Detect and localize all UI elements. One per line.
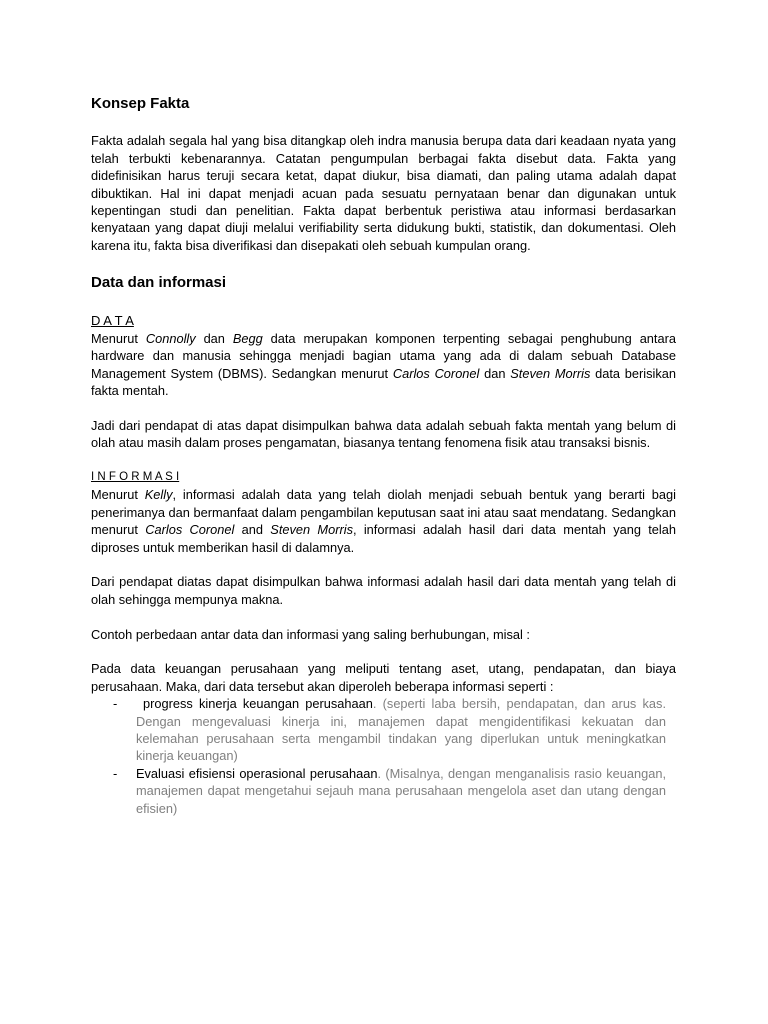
author-name: Kelly [144,487,173,503]
author-name: Steven Morris [270,522,353,538]
heading-data-dan-informasi: Data dan informasi [91,274,227,292]
author-name: Carlos Coronel [145,522,235,538]
list-item-detail: . (Misalnya, dengan menganalisis rasio keuangan, manajemen dapat mengetahui sejauh mana perusahaan mengelola aset dan utang dengan efisien) [136,765,667,816]
author-name: Connolly [145,330,196,346]
list-item [91,695,666,765]
paragraph-text: data merupakan komponen terpenting sebagai penghubung antara hardware dan manusia sehingga menjadi bagian utama yang ada di dalam sebuah Database Management System (DBMS). Sedangkan menurut [91,330,676,381]
subheading-informasi: I N F O R M A S I [91,470,180,483]
document-body [91,94,676,817]
author-name: Begg [232,330,263,346]
list-item [91,765,666,817]
subheading-data: D A T A [91,313,134,329]
paragraph-text: , informasi adalah hasil dari data mentah yang telah diproses untuk memberikan hasil di dalamnya. [91,522,676,555]
heading-konsep-fakta: Konsep Fakta [91,95,190,112]
paragraph-data-definition [91,330,676,400]
list-item-title: Evaluasi efisiensi operasional perusahaan [136,765,378,781]
paragraph-text: and [234,522,271,538]
list-item-text [136,765,666,817]
list-item-title: progress kinerja keuangan perusahaan [143,696,373,712]
paragraph-text: Menurut [91,487,145,503]
paragraph-text: data berisikan fakta mentah. [91,365,677,398]
list-marker: - [113,696,118,712]
paragraph-informasi-definition [91,486,676,556]
paragraph-text: Menurut [91,330,146,346]
paragraph-data-conclusion: Jadi dari pendapat di atas dapat disimpulkan bahwa data adalah sebuah fakta mentah yang belum di olah atau masih dalam proses pengamatan, biasanya tentang fenomena fisik atau transaksi bisnis. [91,417,676,451]
list-item-detail: . (seperti laba bersih, pendapatan, dan arus kas. Dengan mengevaluasi kinerja ini, manajemen dapat mengidentifikasi kekuatan dan kelemahan perusahaan serta mengambil tindakan yang diperlukan untuk meningkatkan kinerja keuangan) [136,696,666,764]
paragraph-text: , informasi adalah data yang telah diolah menjadi sebuah bentuk yang berarti bagi penerimanya dan bermanfaat dalam pengambilan keputusan saat ini atau saat mendatang. Sedangkan menurut [91,487,676,538]
list-item-text [136,695,666,765]
paragraph-example-context: Pada data keuangan perusahaan yang meliputi tentang aset, utang, pendapatan, dan biaya perusahaan. Maka, dari data tersebut akan diperoleh beberapa informasi seperti : [91,661,676,694]
paragraph-konsep-fakta: Fakta adalah segala hal yang bisa ditangkap oleh indra manusia berupa data dari keadaan nyata yang telah terbukti kebenarannya. Catatan pengumpulan berbagai fakta disebut data. Fakta yang didefinisikan harus teruji secara ketat, dapat diukur, bisa diamati, dan paling utama adalah dapat dibuktikan. Hal ini dapat menjadi acuan pada sesuatu pernyataan benar dan digunakan untuk kepentingan studi dan penelitian. Fakta dapat berbentuk peristiwa atau informasi berdasarkan kenyataan yang dapat diuji melalui verifiability serta didukung bukti, statistik, dan dokumentasi. Oleh karena itu, fakta bisa diverifikasi dan disepakati oleh sebuah kumpulan orang. [91,133,676,253]
list-marker: - [113,765,118,781]
paragraph-text: dan [479,365,511,381]
paragraph-text: dan [195,330,233,346]
paragraph-example-intro: Contoh perbedaan antar data dan informasi yang saling berhubungan, misal : [91,626,530,642]
author-name: Carlos Coronel [392,365,480,381]
paragraph-informasi-conclusion: Dari pendapat diatas dapat disimpulkan bahwa informasi adalah hasil dari data mentah yang telah di olah sehingga mempunya makna. [91,574,676,607]
author-name: Steven Morris [510,365,591,381]
